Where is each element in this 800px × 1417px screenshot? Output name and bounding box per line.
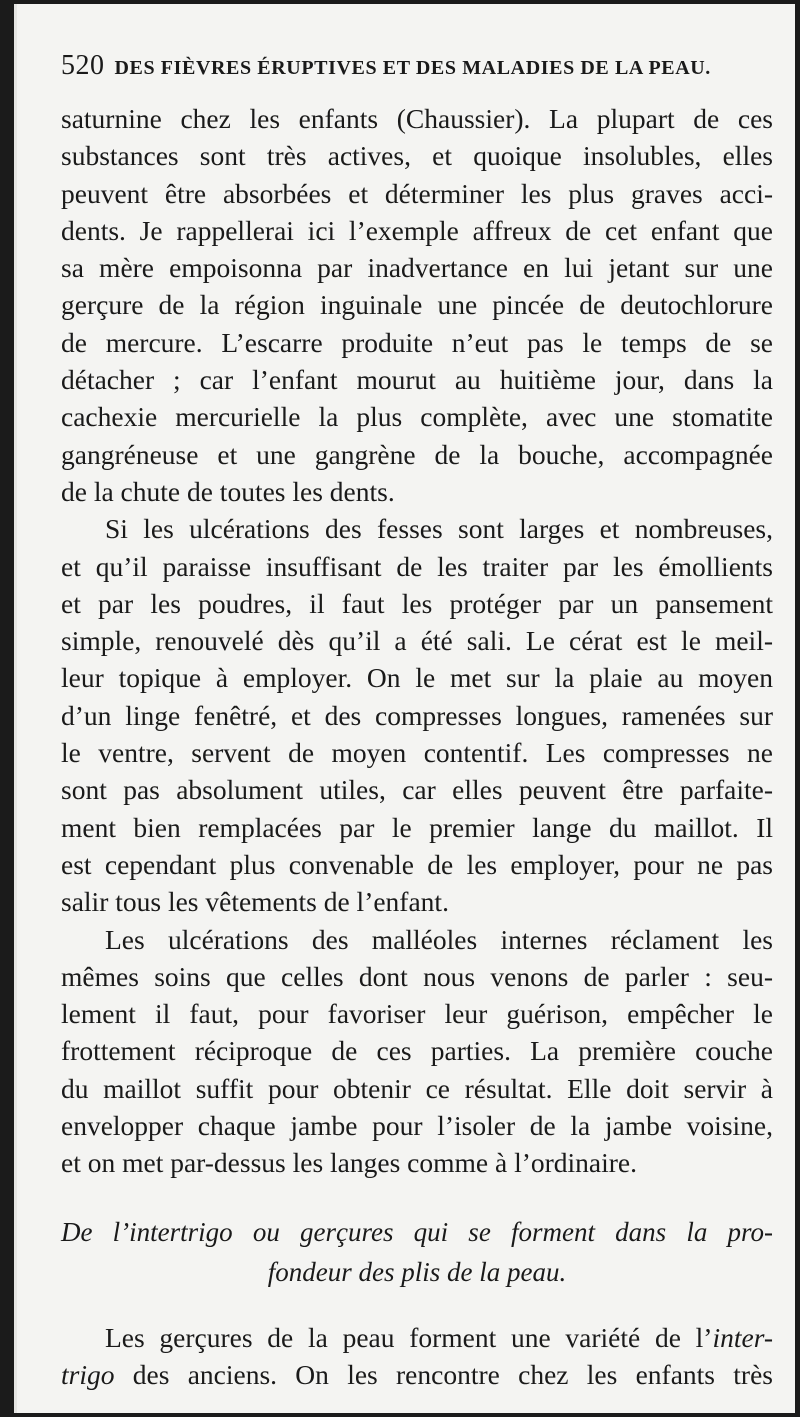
text-line: et on met par-dessus les langes comme à l’ordinaire. xyxy=(61,1147,637,1179)
text-line: dents. Je rappellerai ici l’exemple affreux de cet enfant que xyxy=(61,214,773,246)
text-line: le ventre, servent de moyen contentif. Les compresses ne xyxy=(61,737,773,769)
text-fragment: Les gerçures de la peau forment une variété de l’ xyxy=(105,1322,713,1353)
text-line: Si les ulcérations des fesses sont larges et nombreuses, xyxy=(105,513,773,545)
text-line: cachexie mercurielle la plus complète, avec une stomatite xyxy=(61,401,773,433)
text-line: gangréneuse et une gangrène de la bouche, accompagnée xyxy=(61,438,773,470)
section-heading-line: De l’intertrigo ou gerçures qui se forment dans la pro- xyxy=(61,1217,773,1247)
text-line: et qu’il paraisse insuffisant de les traiter par les émollients xyxy=(61,550,773,582)
text-line: leur topique à employer. On le met sur la plaie au moyen xyxy=(61,662,773,694)
text-line: substances sont très actives, et quoique insolubles, elles xyxy=(61,140,773,172)
text-line: est cependant plus convenable de les employer, pour ne pas xyxy=(61,848,773,880)
text-line: Les ulcérations des malléoles internes réclament les xyxy=(105,923,773,955)
text-line: mêmes soins que celles dont nous venons de parler : seu- xyxy=(61,960,773,992)
text-fragment: des anciens. On les rencontre chez les enfants très xyxy=(114,1359,773,1391)
text-line: simple, renouvelé dès qu’il a été sali. Le cérat est le meil- xyxy=(61,625,773,657)
text-line: saturnine chez les enfants (Chaussier). La plupart de ces xyxy=(61,103,773,134)
text-line: d’un linge fenêtré, et des compresses longues, ramenées sur xyxy=(61,699,773,731)
section-heading xyxy=(61,1212,773,1292)
book-page xyxy=(14,4,795,1413)
text-line: de la chute de toutes les dents. xyxy=(61,475,395,507)
text-line xyxy=(61,1319,773,1356)
text-line: ment bien remplacées par le premier lange du maillot. Il xyxy=(61,811,773,843)
text-line xyxy=(61,1356,773,1393)
text-line: lement il faut, pour favoriser leur guérison, empêcher le xyxy=(61,998,773,1030)
italic-term: trigo xyxy=(61,1359,115,1391)
text-line: de mercure. L’escarre produite n’eut pas le temps de se xyxy=(61,326,773,358)
text-line: et par les poudres, il faut les protéger par un pansement xyxy=(61,587,773,619)
text-line: peuvent être absorbées et déterminer les plus graves acci- xyxy=(61,177,773,209)
text-line: salir tous les vêtements de l’enfant. xyxy=(61,886,449,918)
text-line: gerçure de la région inguinale une pincée de deutochlorure xyxy=(61,289,773,321)
body-text xyxy=(61,100,773,1182)
running-title: DES FIÈVRES ÉRUPTIVES ET DES MALADIES DE LA PEAU. xyxy=(114,57,711,79)
text-line: du maillot suffit pour obtenir ce résultat. Elle doit servir à xyxy=(61,1072,773,1104)
page-number: 520 xyxy=(61,50,105,81)
running-head xyxy=(61,50,777,90)
italic-term: inter- xyxy=(712,1322,773,1353)
body-text-continued xyxy=(61,1319,773,1394)
section-heading-line: fondeur des plis de la peau. xyxy=(267,1257,567,1287)
text-line: frottement réciproque de ces parties. La première couche xyxy=(61,1035,773,1067)
text-line: détacher ; car l’enfant mourut au huitième jour, dans la xyxy=(61,364,773,396)
text-line: envelopper chaque jambe pour l’isoler de la jambe voisine, xyxy=(61,1110,773,1142)
text-line: sa mère empoisonna par inadvertance en lui jetant sur une xyxy=(61,252,773,284)
text-line: sont pas absolument utiles, car elles peuvent être parfaite- xyxy=(61,774,773,806)
